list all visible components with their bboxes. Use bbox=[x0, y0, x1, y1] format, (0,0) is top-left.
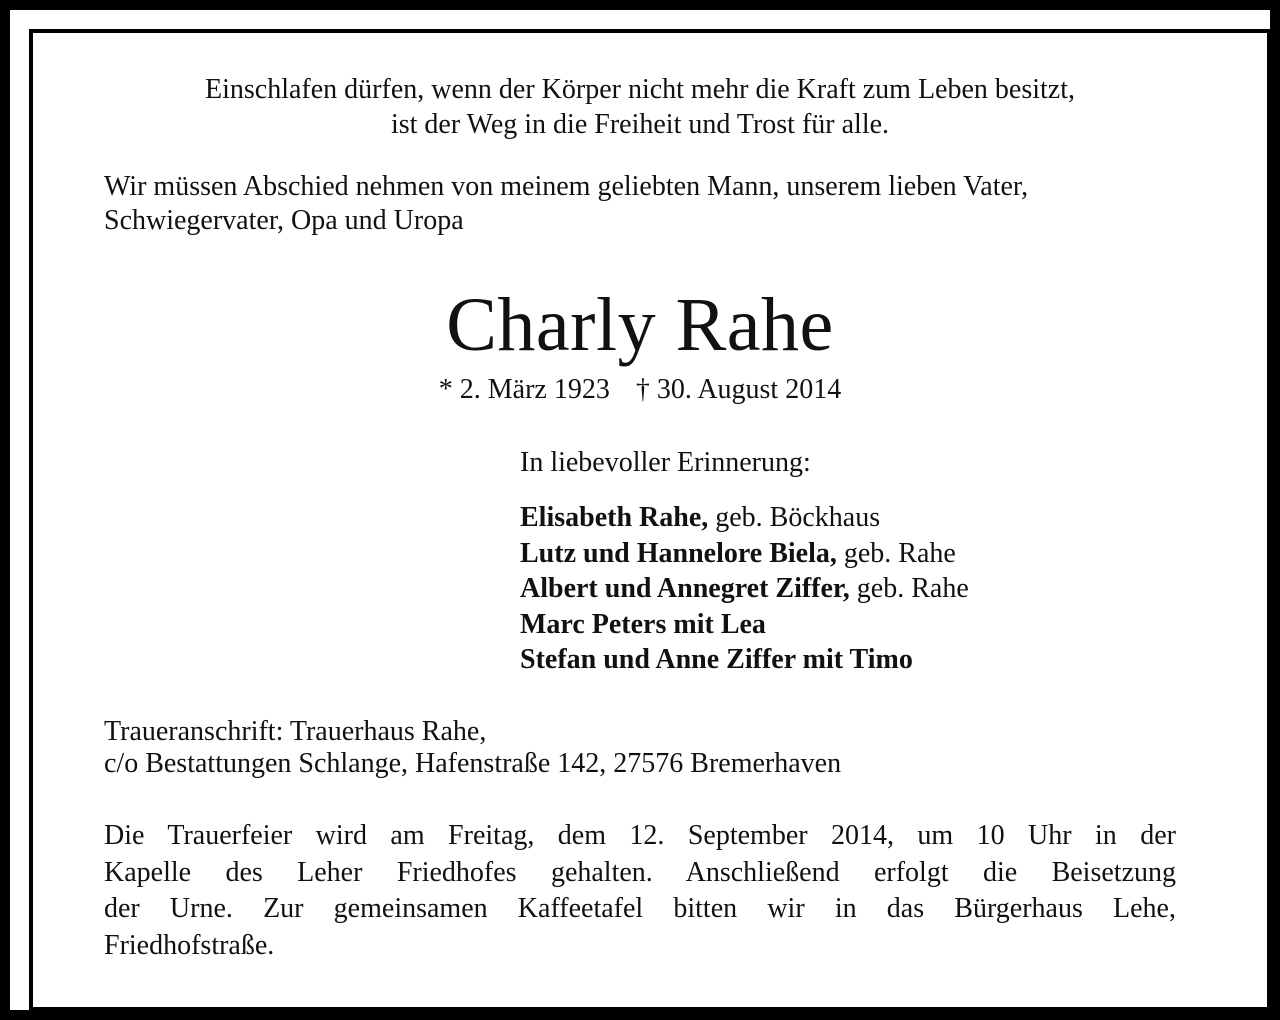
family-row bbox=[520, 607, 969, 643]
family-names: Stefan und Anne Ziffer mit Timo bbox=[520, 644, 913, 675]
service-line-3: der Urne. Zur gemeinsamen Kaffeetafel bitten wir in das Bürgerhaus Lehe, bbox=[104, 893, 1176, 924]
service-line-4: Friedhofstraße. bbox=[104, 929, 275, 961]
life-dates bbox=[104, 373, 1176, 407]
deceased-name: Charly Rahe bbox=[446, 283, 834, 367]
family-names: Albert und Annegret Ziffer, bbox=[520, 573, 850, 604]
memory-heading: In liebevoller Erinnerung: bbox=[520, 447, 811, 478]
intro-text bbox=[104, 170, 1176, 238]
family-names: Marc Peters mit Lea bbox=[520, 608, 766, 640]
death-date: † 30. August 2014 bbox=[635, 374, 842, 405]
poem-line-1: Einschlafen dürfen, wenn der Körper nicht mehr die Kraft zum Leben besitzt, bbox=[205, 74, 1075, 105]
family-row bbox=[520, 571, 969, 607]
poem-quote bbox=[104, 72, 1176, 142]
mourning-address bbox=[104, 716, 841, 780]
family-list bbox=[520, 500, 969, 678]
family-note: geb. Böckhaus bbox=[708, 502, 881, 533]
service-line-2: Kapelle des Leher Friedhofes gehalten. Anschließend erfolgt die Beisetzung bbox=[104, 856, 1176, 888]
intro-line-1: Wir müssen Abschied nehmen von meinem geliebten Mann, unserem lieben Vater, bbox=[104, 171, 1029, 202]
family-names: Lutz und Hannelore Biela, bbox=[520, 537, 837, 569]
family-row bbox=[520, 500, 969, 536]
intro-line-2: Schwiegervater, Opa und Uropa bbox=[104, 205, 464, 236]
address-line-2: c/o Bestattungen Schlange, Hafenstraße 142, 27576 Bremerhaven bbox=[104, 748, 842, 779]
poem-line-2: ist der Weg in die Freiheit und Trost für alle. bbox=[390, 109, 890, 140]
family-names: Elisabeth Rahe, bbox=[520, 502, 709, 533]
service-line-1: Die Trauerfeier wird am Freitag, dem 12. September 2014, um 10 Uhr in der bbox=[104, 820, 1176, 851]
address-line-1: Traueranschrift: Trauerhaus Rahe, bbox=[104, 716, 487, 747]
family-row bbox=[520, 536, 969, 572]
funeral-service-info bbox=[104, 818, 1176, 964]
birth-date: * 2. März 1923 bbox=[438, 374, 610, 405]
family-row bbox=[520, 642, 969, 678]
family-note: geb. Rahe bbox=[836, 537, 956, 569]
family-note: geb. Rahe bbox=[849, 573, 969, 604]
